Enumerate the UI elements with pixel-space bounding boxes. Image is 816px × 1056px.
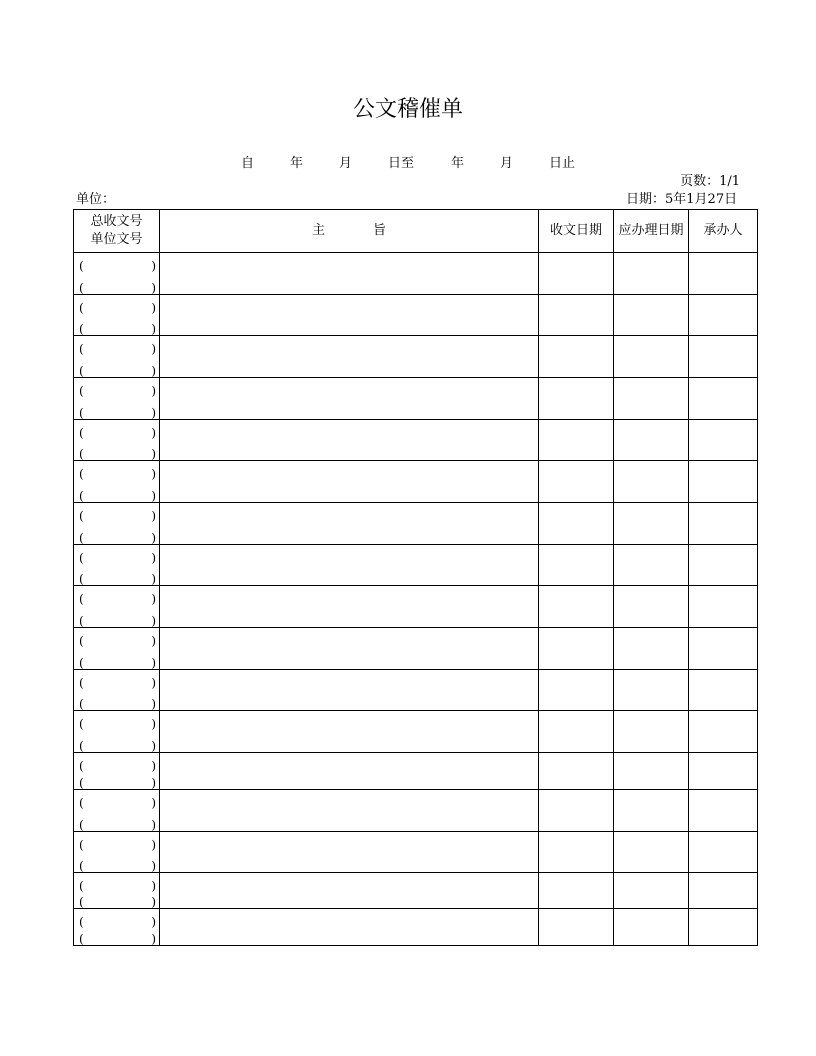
range-month-label-2: 月 <box>500 156 514 171</box>
open-paren: ( <box>79 717 84 731</box>
row-subject-cell <box>160 873 539 909</box>
row-number-cell <box>74 420 160 461</box>
close-paren: ) <box>151 739 156 753</box>
close-paren: ) <box>151 656 156 670</box>
row-due-date-cell <box>614 790 689 832</box>
close-paren: ) <box>151 838 156 852</box>
row-subject-cell <box>160 670 539 711</box>
row-handler-cell <box>689 336 758 378</box>
row-received-date-cell <box>539 832 614 873</box>
header-number <box>74 210 160 253</box>
table-row <box>74 711 758 753</box>
row-handler-cell <box>689 295 758 336</box>
open-paren: ( <box>79 572 84 586</box>
row-subject-cell <box>160 295 539 336</box>
row-number-cell <box>74 711 160 753</box>
open-paren: ( <box>79 739 84 753</box>
open-paren: ( <box>79 656 84 670</box>
row-number-cell <box>74 832 160 873</box>
close-paren: ) <box>151 509 156 523</box>
close-paren: ) <box>151 634 156 648</box>
table-row <box>74 461 758 503</box>
row-number-cell <box>74 295 160 336</box>
table-row <box>74 753 758 790</box>
row-handler-cell <box>689 545 758 586</box>
range-day-to-label: 日至 <box>388 156 415 171</box>
header-number-line1: 总收文号 <box>90 214 143 229</box>
row-handler-cell <box>689 503 758 545</box>
row-due-date-cell <box>614 832 689 873</box>
open-paren: ( <box>79 447 84 461</box>
open-paren: ( <box>79 895 84 909</box>
row-received-date-cell <box>539 336 614 378</box>
table-row <box>74 873 758 909</box>
close-paren: ) <box>151 895 156 909</box>
row-subject-cell <box>160 790 539 832</box>
open-paren: ( <box>79 384 84 398</box>
row-due-date-cell <box>614 753 689 790</box>
header-subject-char2: 旨 <box>373 223 387 238</box>
row-due-date-cell <box>614 909 689 946</box>
range-year-label-2: 年 <box>451 156 465 171</box>
row-number-cell <box>74 909 160 946</box>
open-paren: ( <box>79 531 84 545</box>
open-paren: ( <box>79 859 84 873</box>
range-month-label-1: 月 <box>339 156 353 171</box>
open-paren: ( <box>79 838 84 852</box>
row-handler-cell <box>689 909 758 946</box>
close-paren: ) <box>151 859 156 873</box>
row-received-date-cell <box>539 586 614 628</box>
row-handler-cell <box>689 873 758 909</box>
row-number-cell <box>74 628 160 670</box>
row-received-date-cell <box>539 420 614 461</box>
close-paren: ) <box>151 818 156 832</box>
row-received-date-cell <box>539 545 614 586</box>
open-paren: ( <box>79 776 84 790</box>
row-subject-cell <box>160 711 539 753</box>
row-received-date-cell <box>539 790 614 832</box>
open-paren: ( <box>79 932 84 946</box>
open-paren: ( <box>79 634 84 648</box>
row-received-date-cell <box>539 253 614 295</box>
row-subject-cell <box>160 753 539 790</box>
row-handler-cell <box>689 832 758 873</box>
open-paren: ( <box>79 614 84 628</box>
open-paren: ( <box>79 879 84 893</box>
header-subject <box>160 210 539 253</box>
close-paren: ) <box>151 426 156 440</box>
close-paren: ) <box>151 697 156 711</box>
row-handler-cell <box>689 711 758 753</box>
row-received-date-cell <box>539 461 614 503</box>
open-paren: ( <box>79 426 84 440</box>
page-count: 页数：1/1 <box>680 174 740 189</box>
row-number-cell <box>74 586 160 628</box>
row-received-date-cell <box>539 503 614 545</box>
open-paren: ( <box>79 259 84 273</box>
open-paren: ( <box>79 509 84 523</box>
row-number-cell <box>74 253 160 295</box>
open-paren: ( <box>79 697 84 711</box>
close-paren: ) <box>151 447 156 461</box>
open-paren: ( <box>79 915 84 929</box>
close-paren: ) <box>151 932 156 946</box>
close-paren: ) <box>151 776 156 790</box>
table-row <box>74 336 758 378</box>
open-paren: ( <box>79 406 84 420</box>
open-paren: ( <box>79 342 84 356</box>
row-subject-cell <box>160 545 539 586</box>
table-row <box>74 909 758 946</box>
row-received-date-cell <box>539 873 614 909</box>
open-paren: ( <box>79 281 84 295</box>
open-paren: ( <box>79 551 84 565</box>
row-received-date-cell <box>539 753 614 790</box>
table-row <box>74 628 758 670</box>
row-number-cell <box>74 670 160 711</box>
row-received-date-cell <box>539 670 614 711</box>
row-subject-cell <box>160 461 539 503</box>
header-subject-char1: 主 <box>311 223 325 238</box>
page-title: 公文稽催单 <box>352 97 463 122</box>
row-handler-cell <box>689 378 758 420</box>
open-paren: ( <box>79 489 84 503</box>
row-subject-cell <box>160 586 539 628</box>
table-row <box>74 253 758 295</box>
table-row <box>74 503 758 545</box>
header-number-line2: 单位文号 <box>90 232 143 247</box>
table-header-row <box>74 210 758 253</box>
row-number-cell <box>74 545 160 586</box>
close-paren: ) <box>151 531 156 545</box>
row-due-date-cell <box>614 670 689 711</box>
close-paren: ) <box>151 796 156 810</box>
document-date: 日期：5年1月27日 <box>626 192 738 207</box>
close-paren: ) <box>151 879 156 893</box>
open-paren: ( <box>79 322 84 336</box>
range-year-label-1: 年 <box>290 156 304 171</box>
row-handler-cell <box>689 253 758 295</box>
header-received-date: 收文日期 <box>539 210 614 253</box>
row-subject-cell <box>160 378 539 420</box>
close-paren: ) <box>151 322 156 336</box>
close-paren: ) <box>151 384 156 398</box>
open-paren: ( <box>79 676 84 690</box>
range-day-end-label: 日止 <box>549 156 576 171</box>
row-subject-cell <box>160 420 539 461</box>
row-due-date-cell <box>614 336 689 378</box>
close-paren: ) <box>151 614 156 628</box>
close-paren: ) <box>151 592 156 606</box>
header-handler: 承办人 <box>689 210 758 253</box>
row-handler-cell <box>689 753 758 790</box>
row-due-date-cell <box>614 586 689 628</box>
close-paren: ) <box>151 915 156 929</box>
row-due-date-cell <box>614 253 689 295</box>
row-received-date-cell <box>539 628 614 670</box>
row-subject-cell <box>160 336 539 378</box>
close-paren: ) <box>151 259 156 273</box>
open-paren: ( <box>79 467 84 481</box>
close-paren: ) <box>151 717 156 731</box>
row-handler-cell <box>689 420 758 461</box>
open-paren: ( <box>79 796 84 810</box>
row-number-cell <box>74 873 160 909</box>
header-due-date: 应办理日期 <box>614 210 689 253</box>
table-row <box>74 832 758 873</box>
row-number-cell <box>74 753 160 790</box>
close-paren: ) <box>151 572 156 586</box>
row-due-date-cell <box>614 420 689 461</box>
table-row <box>74 295 758 336</box>
row-received-date-cell <box>539 295 614 336</box>
row-subject-cell <box>160 253 539 295</box>
close-paren: ) <box>151 301 156 315</box>
close-paren: ) <box>151 759 156 773</box>
row-received-date-cell <box>539 378 614 420</box>
row-due-date-cell <box>614 545 689 586</box>
close-paren: ) <box>151 676 156 690</box>
row-due-date-cell <box>614 628 689 670</box>
row-received-date-cell <box>539 909 614 946</box>
row-received-date-cell <box>539 711 614 753</box>
row-handler-cell <box>689 670 758 711</box>
close-paren: ) <box>151 467 156 481</box>
open-paren: ( <box>79 301 84 315</box>
row-due-date-cell <box>614 873 689 909</box>
row-subject-cell <box>160 832 539 873</box>
table-row <box>74 790 758 832</box>
close-paren: ) <box>151 281 156 295</box>
row-due-date-cell <box>614 461 689 503</box>
table-row <box>74 420 758 461</box>
close-paren: ) <box>151 489 156 503</box>
close-paren: ) <box>151 406 156 420</box>
row-subject-cell <box>160 503 539 545</box>
close-paren: ) <box>151 342 156 356</box>
open-paren: ( <box>79 364 84 378</box>
row-handler-cell <box>689 790 758 832</box>
close-paren: ) <box>151 364 156 378</box>
close-paren: ) <box>151 551 156 565</box>
row-due-date-cell <box>614 711 689 753</box>
table-row <box>74 586 758 628</box>
unit-label: 单位： <box>76 192 116 207</box>
row-handler-cell <box>689 461 758 503</box>
row-number-cell <box>74 790 160 832</box>
row-due-date-cell <box>614 378 689 420</box>
row-handler-cell <box>689 628 758 670</box>
table-row <box>74 670 758 711</box>
row-subject-cell <box>160 628 539 670</box>
open-paren: ( <box>79 759 84 773</box>
row-handler-cell <box>689 586 758 628</box>
open-paren: ( <box>79 818 84 832</box>
range-from-label: 自 <box>241 156 255 171</box>
row-due-date-cell <box>614 295 689 336</box>
row-number-cell <box>74 503 160 545</box>
row-subject-cell <box>160 909 539 946</box>
reminder-table <box>73 209 758 946</box>
row-number-cell <box>74 336 160 378</box>
open-paren: ( <box>79 592 84 606</box>
row-number-cell <box>74 461 160 503</box>
table-row <box>74 378 758 420</box>
table-row <box>74 545 758 586</box>
row-number-cell <box>74 378 160 420</box>
row-due-date-cell <box>614 503 689 545</box>
